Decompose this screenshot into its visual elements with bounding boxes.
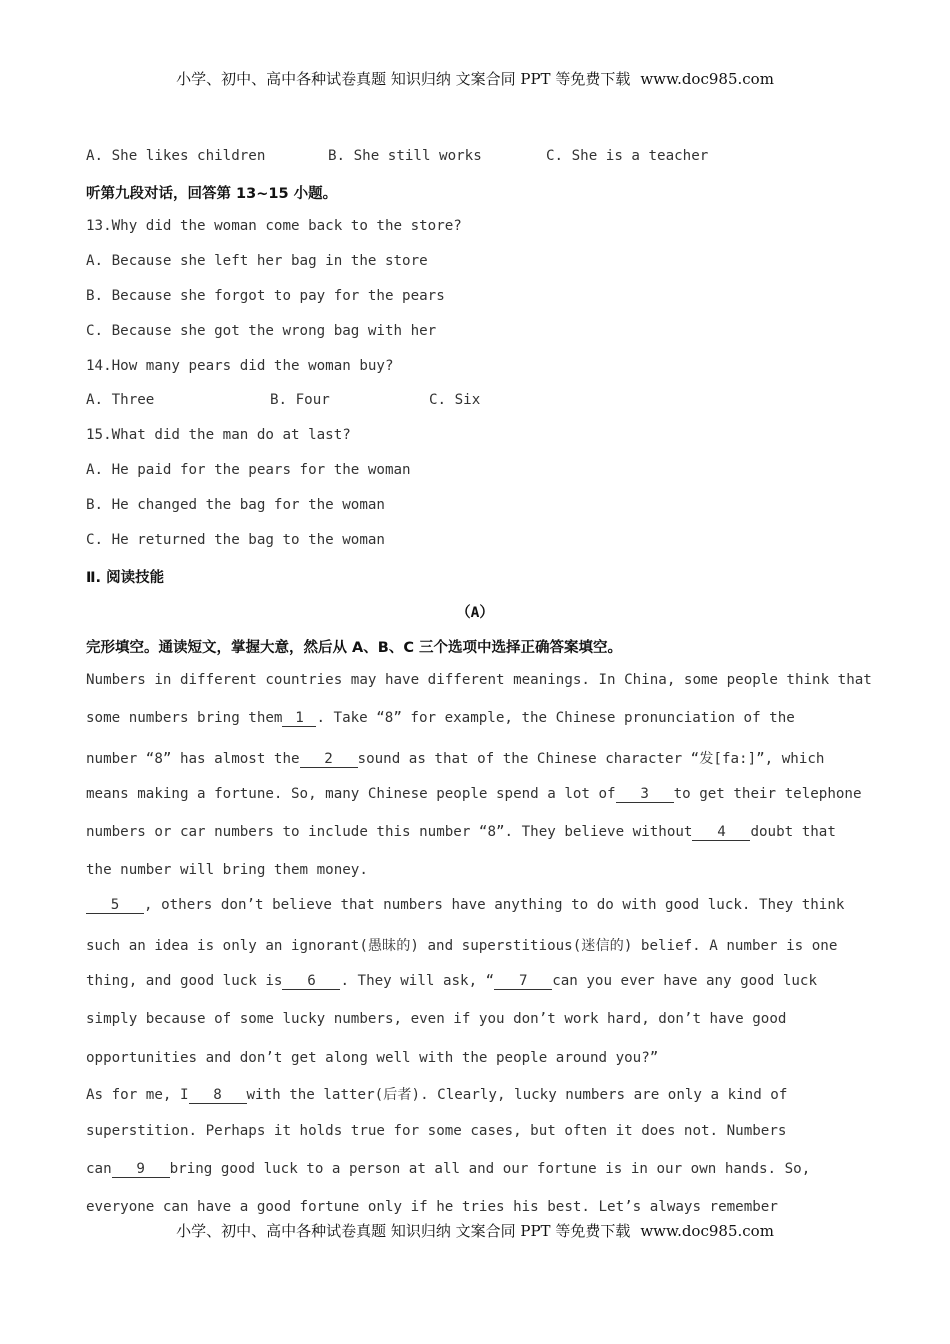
blank-7[interactable]: 7 (494, 974, 552, 990)
passage-text: doubt that (750, 824, 836, 840)
footer-text: 小学、初中、高中各种试卷真题 知识归纳 文案合同 PPT 等免费下载 (176, 1222, 631, 1240)
passage-line: such an idea is only an ignorant(愚昧的) and superstitious(迷信的) belief. A number is one (86, 938, 838, 954)
blank-9[interactable]: 9 (112, 1162, 170, 1178)
passage-line (86, 824, 836, 841)
q13-option-a: A. Because she left her bag in the store (86, 253, 428, 269)
passage-line: opportunities and don’t get along well with the people around you?” (86, 1050, 659, 1066)
passage-text: means making a fortune. So, many Chinese people spend a lot of (86, 786, 616, 802)
blank-1[interactable]: 1 (282, 711, 316, 727)
q13-option-c: C. Because she got the wrong bag with her (86, 323, 437, 339)
header-text: 小学、初中、高中各种试卷真题 知识归纳 文案合同 PPT 等免费下载 (176, 70, 631, 88)
q15-option-b: B. He changed the bag for the woman (86, 497, 385, 513)
passage-text: with the latter(后者). Clearly, lucky numbers are only a kind of (246, 1087, 788, 1103)
passage-line (86, 710, 795, 727)
blank-6[interactable]: 6 (282, 974, 340, 990)
blank-4[interactable]: 4 (692, 825, 750, 841)
passage-line (86, 897, 844, 914)
passage-line: Numbers in different countries may have different meanings. In China, some people think that (86, 672, 872, 688)
q12-option-b: B. She still works (328, 148, 482, 164)
footer-url[interactable]: www.doc985.com (640, 1222, 774, 1240)
passage-text: can you ever have any good luck (552, 973, 818, 989)
passage-text: . They will ask, “ (340, 973, 495, 989)
passage-text: numbers or car numbers to include this number “8”. They believe without (86, 824, 693, 840)
passage-line (86, 748, 824, 768)
passage-line (86, 786, 862, 803)
passage-text: As for me, I (86, 1087, 189, 1103)
q14-stem: 14.How many pears did the woman buy? (86, 358, 394, 374)
page-header (0, 68, 950, 89)
header-url[interactable]: www.doc985.com (640, 70, 774, 88)
q15-option-a: A. He paid for the pears for the woman (86, 462, 411, 478)
q14-option-b: B. Four (270, 392, 330, 408)
blank-5[interactable]: 5 (86, 898, 144, 914)
q15-stem: 15.What did the man do at last? (86, 427, 351, 443)
q14-option-a: A. Three (86, 392, 155, 408)
q13-stem: 13.Why did the woman come back to the store? (86, 218, 462, 234)
blank-3[interactable]: 3 (616, 787, 674, 803)
cloze-instruction: 完形填空。通读短文，掌握大意，然后从 A、B、C 三个选项中选择正确答案填空。 (86, 640, 623, 656)
q12-option-a: A. She likes children (86, 148, 266, 164)
passage-line (86, 1084, 787, 1104)
passage-text: , others don’t believe that numbers have anything to do with good luck. They think (144, 897, 845, 913)
blank-2[interactable]: 2 (300, 752, 358, 768)
q12-option-c: C. She is a teacher (546, 148, 709, 164)
passage-text: . Take “8” for example, the Chinese pronunciation of the (316, 710, 795, 726)
q14-option-c: C. Six (429, 392, 481, 408)
passage-text: number “8” has almost the (86, 751, 300, 767)
passage-line: superstition. Perhaps it holds true for some cases, but often it does not. Numbers (86, 1123, 787, 1139)
passage-text: thing, and good luck is (86, 973, 283, 989)
passage-line: simply because of some lucky numbers, even if you don’t work hard, don’t have good (86, 1011, 787, 1027)
passage-line (86, 973, 817, 990)
passage-line: the number will bring them money. (86, 862, 368, 878)
passage-text: can (86, 1161, 112, 1177)
passage-text: some numbers bring them (86, 710, 283, 726)
q15-option-c: C. He returned the bag to the woman (86, 532, 385, 548)
passage-text: bring good luck to a person at all and our fortune is in our own hands. So, (169, 1161, 811, 1177)
blank-8[interactable]: 8 (189, 1088, 247, 1104)
passage-text: sound as that of the Chinese character “发[fa:]”, which (357, 751, 825, 767)
part-a-label: （A） (456, 605, 494, 621)
passage-line: everyone can have a good fortune only if he tries his best. Let’s always remember (86, 1199, 778, 1215)
passage-line (86, 1161, 810, 1178)
page-footer (0, 1220, 950, 1241)
passage-text: to get their telephone (673, 786, 862, 802)
part2-heading: Ⅱ. 阅读技能 (86, 570, 165, 586)
q13-option-b: B. Because she forgot to pay for the pears (86, 288, 445, 304)
section9-heading: 听第九段对话，回答第 13~15 小题。 (86, 186, 338, 202)
